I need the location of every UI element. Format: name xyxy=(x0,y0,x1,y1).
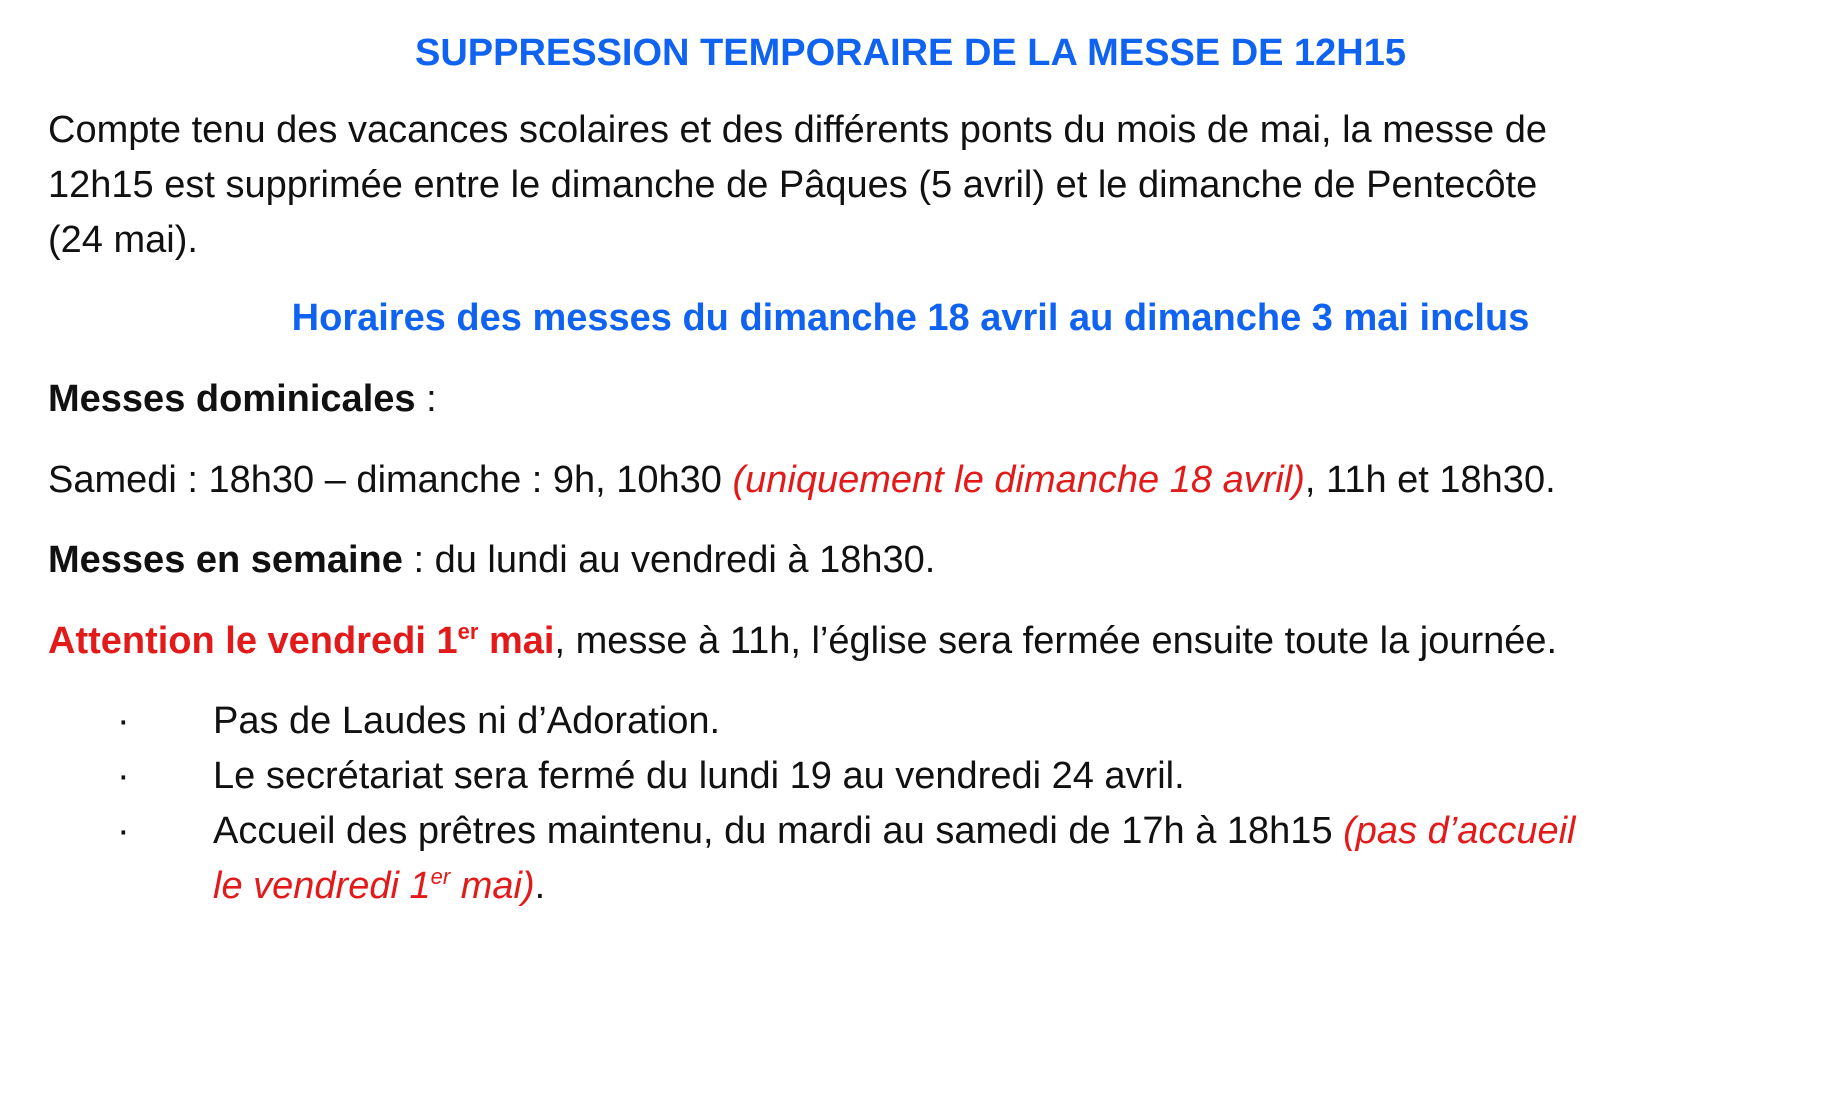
bullet-icon: · xyxy=(117,755,130,797)
bullet-item-2 xyxy=(110,754,1773,798)
bullet-item-3-note-start: le vendredi 1 xyxy=(213,865,431,907)
bullet-item-3-note: (pas d’accueil xyxy=(1343,810,1576,852)
attention-notice xyxy=(48,619,1773,663)
attention-label-sup: er xyxy=(457,619,479,644)
intro-line-2: 12h15 est supprimée entre le dimanche de Pâques (5 avril) et le dimanche de Pentecôte xyxy=(48,164,1538,206)
bullet-item-3-end: . xyxy=(534,865,546,907)
sunday-masses-heading xyxy=(48,377,1773,421)
sunday-schedule-end: , 11h et 18h30. xyxy=(1304,459,1556,501)
week-masses xyxy=(48,538,1773,582)
bullet-item-3 xyxy=(110,809,1773,853)
bullet-item-2-text: Le secrétariat sera fermé du lundi 19 au vendredi 24 avril. xyxy=(213,755,1185,797)
week-masses-text: : du lundi au vendredi à 18h30. xyxy=(402,539,936,581)
intro-line-3: (24 mai). xyxy=(48,219,198,261)
attention-label xyxy=(48,620,554,662)
bullet-item-1 xyxy=(110,699,1773,743)
attention-label-end: mai xyxy=(478,620,555,662)
schedule-subtitle: Horaires des messes du dimanche 18 avril au dimanche 3 mai inclus xyxy=(291,297,1530,339)
bullet-item-1-text: Pas de Laudes ni d’Adoration. xyxy=(213,700,721,742)
sunday-schedule-note: (uniquement le dimanche 18 avril) xyxy=(732,459,1305,501)
bullet-item-3-note-end: mai) xyxy=(450,865,535,907)
attention-text: , messe à 11h, l’église sera fermée ensuite toute la journée. xyxy=(554,620,1558,662)
sunday-schedule xyxy=(48,458,1773,502)
bullet-item-3-note-continued xyxy=(213,865,535,907)
bullet-icon: · xyxy=(117,700,130,742)
bullet-icon: · xyxy=(117,810,130,852)
page-title: SUPPRESSION TEMPORAIRE DE LA MESSE DE 12H15 xyxy=(414,32,1407,74)
bullet-item-3-note-sup: er xyxy=(430,864,451,889)
attention-label-start: Attention le vendredi 1 xyxy=(48,620,458,662)
bullet-item-3-start: Accueil des prêtres maintenu, du mardi au samedi de 17h à 18h15 xyxy=(213,810,1344,852)
sunday-masses-label: Messes dominicales xyxy=(48,378,416,420)
bullet-item-3-text xyxy=(213,810,1575,852)
sunday-schedule-start: Samedi : 18h30 – dimanche : 9h, 10h30 xyxy=(48,459,733,501)
sunday-masses-suffix: : xyxy=(415,378,437,420)
week-masses-label: Messes en semaine xyxy=(48,539,403,581)
intro-line-1: Compte tenu des vacances scolaires et des différents ponts du mois de mai, la messe de xyxy=(48,109,1547,151)
bullet-item-3-continuation xyxy=(213,864,1773,908)
